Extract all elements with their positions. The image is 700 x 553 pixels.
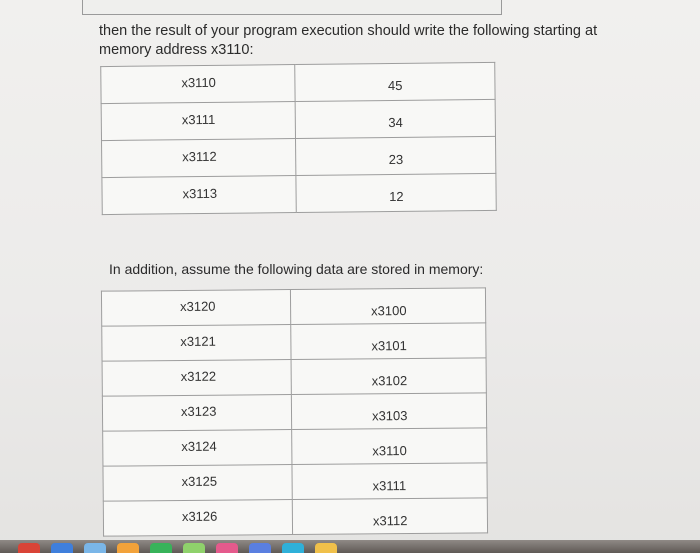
dock-bar	[0, 540, 700, 553]
value-text: x3100	[371, 303, 407, 319]
addition-paragraph: In addition, assume the following data are stored in memory:	[109, 261, 484, 277]
address-cell	[102, 360, 291, 397]
address-cell	[102, 139, 296, 178]
address-text: x3124	[181, 438, 217, 454]
address-text: x3125	[181, 473, 218, 489]
value-cell	[291, 393, 486, 430]
output-memory-table	[100, 62, 497, 215]
address-text: x3111	[181, 111, 216, 128]
address-cell	[102, 325, 291, 362]
table-row	[102, 173, 496, 214]
address-cell	[101, 102, 295, 141]
address-cell	[101, 290, 290, 327]
value-cell	[292, 428, 487, 465]
address-cell	[102, 176, 296, 215]
value-cell	[295, 99, 495, 138]
table-row	[102, 323, 486, 361]
value-cell	[291, 358, 486, 395]
address-text: x3120	[180, 298, 216, 314]
address-text: x3123	[180, 403, 217, 419]
address-text: x3126	[181, 508, 218, 524]
address-cell	[103, 465, 292, 502]
intro-paragraph: then the result of your program execution should write the following starting at memory address x3110:	[99, 23, 598, 58]
value-cell	[296, 173, 496, 212]
dock-app-icon[interactable]	[84, 543, 106, 553]
value-cell	[291, 323, 486, 360]
address-text: x3121	[180, 333, 216, 349]
table-row	[103, 498, 487, 536]
address-cell	[103, 430, 292, 467]
dock-app-icon[interactable]	[117, 543, 139, 553]
address-text: x3122	[180, 368, 217, 384]
stored-memory-table	[101, 287, 488, 536]
value-text: 45	[387, 77, 403, 94]
table-row	[101, 62, 495, 103]
table-row	[102, 358, 486, 396]
table-row	[102, 136, 496, 177]
value-text: 12	[389, 188, 404, 205]
value-text: x3110	[372, 443, 407, 459]
value-text: 23	[388, 151, 404, 168]
address-cell	[102, 395, 291, 432]
value-cell	[292, 463, 487, 500]
dock-app-icon[interactable]	[282, 543, 304, 553]
value-cell	[290, 288, 485, 325]
dock-app-icon[interactable]	[183, 543, 205, 553]
value-text: x3103	[371, 408, 408, 424]
table-row	[101, 99, 495, 140]
table-row	[103, 463, 487, 501]
address-cell	[103, 500, 292, 537]
dock-app-icon[interactable]	[249, 543, 271, 553]
value-text: x3112	[372, 513, 408, 529]
value-text: x3101	[371, 338, 407, 354]
value-cell	[296, 136, 496, 175]
table-row	[101, 288, 485, 326]
address-cell	[101, 65, 295, 104]
table-row	[103, 428, 487, 466]
dock-app-icon[interactable]	[18, 543, 40, 553]
address-text: x3113	[182, 185, 218, 202]
value-text: 34	[388, 114, 403, 131]
dock-app-icon[interactable]	[315, 543, 337, 553]
dock-app-icon[interactable]	[51, 543, 73, 553]
dock-app-icon[interactable]	[216, 543, 238, 553]
value-cell	[292, 498, 487, 535]
previous-table-bottom	[82, 0, 502, 15]
address-text: x3110	[181, 74, 216, 91]
value-text: x3102	[371, 373, 408, 389]
table-row	[102, 393, 486, 431]
dock-app-icon[interactable]	[150, 543, 172, 553]
address-text: x3112	[182, 148, 217, 165]
value-cell	[295, 62, 495, 101]
value-text: x3111	[372, 478, 407, 494]
